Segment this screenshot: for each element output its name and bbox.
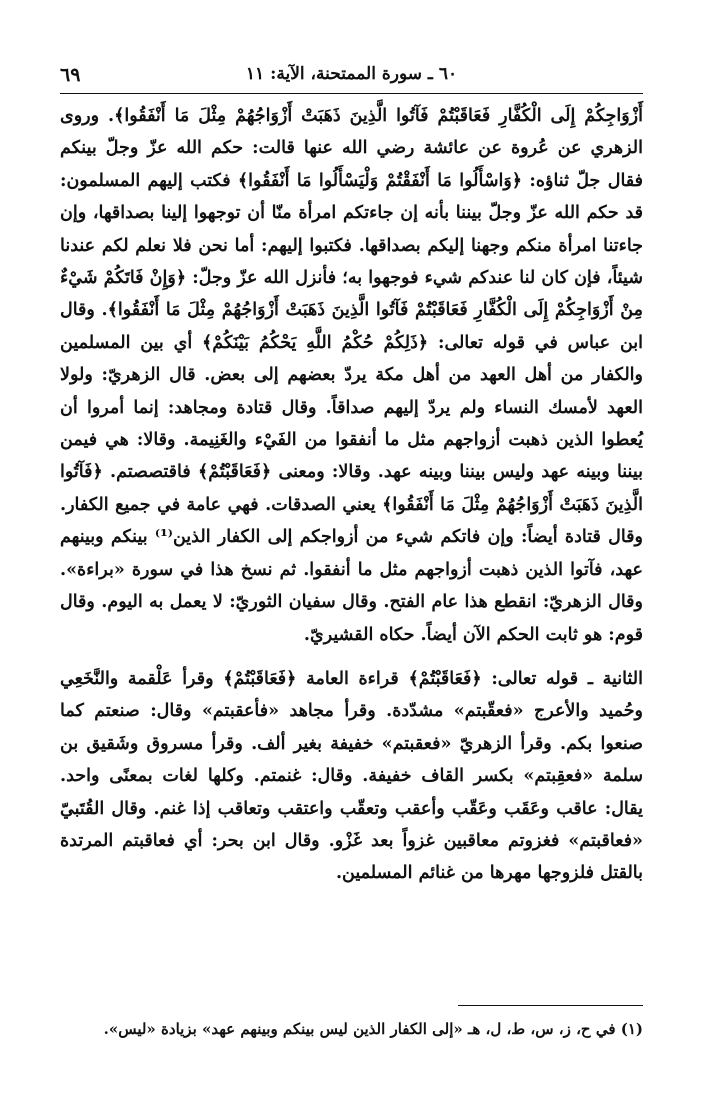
footnote-separator xyxy=(458,1005,643,1006)
paragraph-first: أَزْوَاجِكُمْ إِلَى الْكُفَّارِ فَعَاقَبْتُمْ فَآتُوا الَّذِينَ ذَهَبَتْ أَزْوَاجُهُمْ مِثْلَ مَا أَنْفَقُوا﴾. وروى الزهري عن عُروة عن عائشة رضي الله عنها قالت: حكم الله عزّ وجلّ بينكم فقال جلّ ثناؤه: ﴿وَاسْأَلُوا مَا أَنْفَقْتُمْ وَلْيَسْأَلُوا مَا أَنْفَقُوا﴾ فكتب إليهم المسلمون: قد حكم الله عزّ وجلّ بيننا بأنه إن جاءتكم امرأة منّا أن توجهوا إلينا بصداقها، وإن جاءتنا امرأة منكم وجهنا إليكم بصداقها. فكتبوا إليهم: أما نحن فلا نعلم لكم عندنا شيئاً، فإن كان لنا عندكم شيء فوجهوا به؛ فأنزل الله عزّ وجلّ: ﴿وَإِنْ فَاتَكُمْ شَيْءٌ مِنْ أَزْوَاجِكُمْ إِلَى الْكُفَّارِ فَعَاقَبْتُمْ فَآتُوا الَّذِينَ ذَهَبَتْ أَزْوَاجُهُمْ مِثْلَ مَا أَنْفَقُوا﴾. وقال ابن عباس في قوله تعالى: ﴿ذَلِكُمْ حُكْمُ اللَّهِ يَحْكُمُ بَيْنَكُمْ﴾ أي بين المسلمين والكفار من أهل العهد من أهل مكة يردّ بعضهم إلى بعض. قال الزهريّ: ولولا العهد لأمسك النساء ولم يردّ إليهم صداقاً. وقال قتادة ومجاهد: إنما أمروا أن يُعطوا الذين ذهبت أزواجهم مثل ما أنفقوا من الفَيْء والغَنِيمة. وقالا: هي فيمن بيننا وبينه عهد وليس بيننا وبينه عهد. وقالا: ومعنى ﴿فَعَاقَبْتُمْ﴾ فاقتصصتم. ﴿فَآتُوا الَّذِينَ ذَهَبَتْ أَزْوَاجُهُمْ مِثْلَ مَا أَنْفَقُوا﴾ يعني الصدقات. فهي عامة في جميع الكفار. وقال قتادة أيضاً: وإن فاتكم شيء من أزواجكم إلى الكفار الذين⁽¹⁾ بينكم وبينهم عهد، فآتوا الذين ذهبت أزواجهم مثل ما أنفقوا. ثم نسخ هذا في سورة «براءة». وقال الزهريّ: انقطع هذا عام الفتح. وقال سفيان الثوريّ: لا يعمل به اليوم. وقال قوم: هو ثابت الحكم الآن أيضاً. حكاه القشيريّ. xyxy=(60,106,643,645)
main-text xyxy=(60,100,643,890)
footnote: (١) في ح، ز، س، ط، ل، هـ «إلى الكفار الذين ليس بينكم وبينهم عهد» بزيادة «ليس». xyxy=(103,1020,643,1038)
running-title: ٦٠ ـ سورة الممتحنة، الآية: ١١ xyxy=(245,64,458,84)
page-number: ٦٩ xyxy=(60,64,81,86)
page-header xyxy=(60,62,643,96)
header-rule xyxy=(60,93,643,94)
paragraph-second: الثانية ـ قوله تعالى: ﴿فَعَاقَبْتُمْ﴾ قراءة العامة ﴿فَعَاقَبْتُمْ﴾ وقرأ عَلْقمة والنَّخَعِي وحُميد والأعرج «فعقّبتم» مشدّدة. وقرأ مجاهد «فأعقبتم» وقال: صنعتم كما صنعوا بكم. وقرأ الزهريّ «فعقبتم» خفيفة بغير ألف. وقرأ مسروق وشَقيق بن سلمة «فعقِبتم» بكسر القاف خفيفة. وقال: غنمتم. وكلها لغات بمعنًى واحد. يقال: عاقب وعَقَب وعَقّب وأعقب وتعقّب واعتقب وتعاقب إذا غنم. وقال القُتَبيّ «فعاقبتم» فغزوتم معاقبين غزواً بعد غَزْو. وقال ابن بحر: أي فعاقبتم المرتدة بالقتل فلزوجها مهرها من غنائم المسلمين. xyxy=(60,668,643,884)
